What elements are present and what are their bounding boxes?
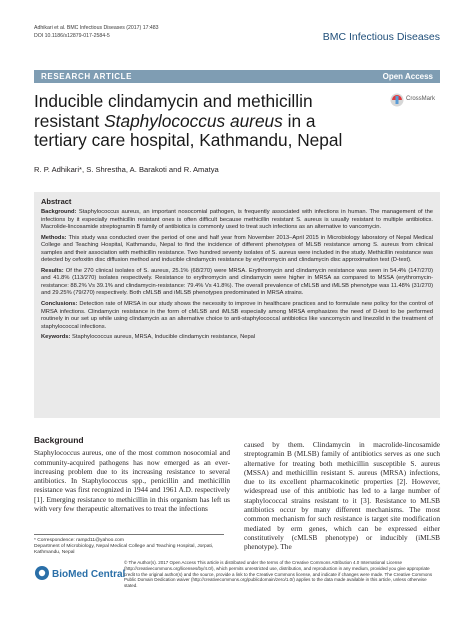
title-part2: in a tertiary care hospital, Kathmandu, Nepal <box>34 110 343 150</box>
logo-text: BioMed Central <box>52 569 126 580</box>
correspondence-email: * Correspondence: rampd11@yahoo.com <box>34 538 124 543</box>
open-access-label: Open Access <box>382 72 433 81</box>
methods-text: This study was conducted over the period of one and half year from November 2013–April 2015 in Microbiology laboratory of Nepal Medical College and Teaching Hospital, Kathmandu, Nepal to find the incidence of different phenotypes of MLSB resistance among S. aureus from clinical samples and their association with methicillin resistance. Two hundred seventy isolates of S. aureus were included in the study. Methicillin resistance was detected by cefoxitin disc diffusion method and inducible clindamycin resistance by erythromycin and clindamycin disc approximation test (D-test). <box>41 234 434 264</box>
article-type-banner <box>34 70 440 83</box>
crossmark-label: CrossMark <box>406 96 436 102</box>
title-part1: Inducible clindamycin and methicillin resistant <box>34 91 313 131</box>
abstract-background <box>41 209 433 232</box>
abstract-keywords <box>41 334 433 342</box>
results-text: Of the 270 clinical isolates of S. aureus, 25.1% (68/270) were MRSA. Erythromycin and clindamycin resistance was seen in 54.4% (147/270) and 41.8% (113/270) isolates respectively. Resistance to erythromycin and clindamycin were higher in MRSA as compared to MSSA (erythromycin-resistance: 88.2% Vs 39.1% and clindamycin-resistance: 79.4% Vs 41.8%). The overall prevalence of cMLSB and iMLSB phenotype was 11.48% (31/270) and 29.25% (79/270) respectively. Both cMLSB and iMLSB phenotypes predominated in MRSA strains. <box>41 267 433 297</box>
biomed-central-logo <box>34 565 126 581</box>
abstract-heading: Abstract <box>41 197 72 206</box>
background-text: Staphylococcus aureus, an important nosocomial pathogen, is frequently associated with infections in human. The management of the infections by it especially methicillin resistant ones is often difficult because methicillin resistant S. aureus is usually resistant to multiple antibiotics. Macrolide-lincosamide streptogramin B family of antibiotics is commonly used to treat such infections as an alternative to vancomycin. <box>41 209 433 231</box>
license-text: © The Author(s). 2017 Open Access This article is distributed under the terms of the Creative Commons Attribution 4.0 International License (http://creativecommons.org/licenses/by/4.0/), which permits unrestricted use, distribution, and reproduction in any medium, provided you give appropriate credit to the original author(s) and the source, provide a link to the Creative Commons license, and indicate if changes were made. The Creative Commons Public Domain Dedication waiver (http://creativecommons.org/publicdomain/zero/1.0/) applies to the data made available in this article, unless otherwise stated. <box>124 560 433 589</box>
citation <box>34 24 159 40</box>
conclusions-text: Detection rate of MRSA in our study shows the necessity to improve in healthcare practices and to formulate new policy for the control of MRSA infections. Clindamycin resistance in the form of cMLSB and iMLSB especially among MRSA emphasizes the need of D-test to be performed routinely in our set up while using clindamycin as an alternative choice to anti-staphylococcal antibiotics like vancomycin and linezolid in the treatment of staphylococcal infections. <box>41 301 433 330</box>
article-title <box>34 92 364 151</box>
title-species: Staphylococcus aureus <box>104 110 283 131</box>
body-column-left <box>34 436 230 513</box>
doi-line: DOI 10.1186/s12879-017-2584-5 <box>34 33 110 39</box>
crossmark-badge[interactable] <box>390 93 438 107</box>
background-label: Background: <box>41 209 77 215</box>
methods-label: Methods: <box>41 234 67 241</box>
affiliation: Department of Microbiology, Nepal Medical College and Teaching Hospital, Jorpati, Kathmandu, Nepal <box>34 544 214 556</box>
citation-line: Adhikari et al. BMC Infectious Diseases (2017) 17:483 <box>34 25 159 31</box>
journal-name: BMC Infectious Diseases <box>322 31 440 43</box>
abstract-methods <box>41 235 433 265</box>
body-column-right <box>244 440 440 552</box>
article-type: RESEARCH ARTICLE <box>41 72 133 81</box>
conclusions-label: Conclusions: <box>41 301 78 308</box>
keywords-label: Keywords: <box>41 334 71 341</box>
results-label: Results: <box>41 267 64 274</box>
body-paragraph: Staphylococcus aureus, one of the most common nosocomial and community-acquired pathogens has now emerged as an ever-increasing problem due to its increasing resistance to several antibiotics. In Staphylococcus spp., penicillin and methicillin resistance was first recognized in 1944 and 1961 A.D. respectively [1]. Emerging resistance to methicillin in this organism has left us with very few therapeutic alternatives to treat the infections <box>34 448 230 514</box>
authors: R. P. Adhikari*, S. Shrestha, A. Barakoti and R. Amatya <box>34 165 219 174</box>
body-paragraph-continued: caused by them. Clindamycin in macrolide-lincosamide streptogramin B (MLSB) family of antibiotics serves as one such alternative for treating both methicillin susceptible S. aureus (MSSA) and methicillin resistant S. aureus (MRSA) infections, due to its excellent pharmacokinetic properties [2]. However, widespread use of this antibiotic has led to a large number of staphylococcal strains resistant to it [3]. Resistance to MLSB antibiotics occur by many different mechanisms. The most common mechanism for such resistance is target site modification mediated by erm genes, which can be expressed either constitutively (cMLSB phenotype) or inducibly (iMLSB phenotype). The <box>244 440 440 552</box>
abstract-results <box>41 268 433 298</box>
crossmark-icon <box>390 93 404 107</box>
abstract-conclusions <box>41 301 433 331</box>
keywords-text: Staphylococcus aureus, MRSA, Inducible clindamycin resistance, Nepal <box>72 334 256 341</box>
correspondence-footnote <box>34 534 224 557</box>
section-heading-background: Background <box>34 435 84 445</box>
abstract-box <box>34 192 440 418</box>
